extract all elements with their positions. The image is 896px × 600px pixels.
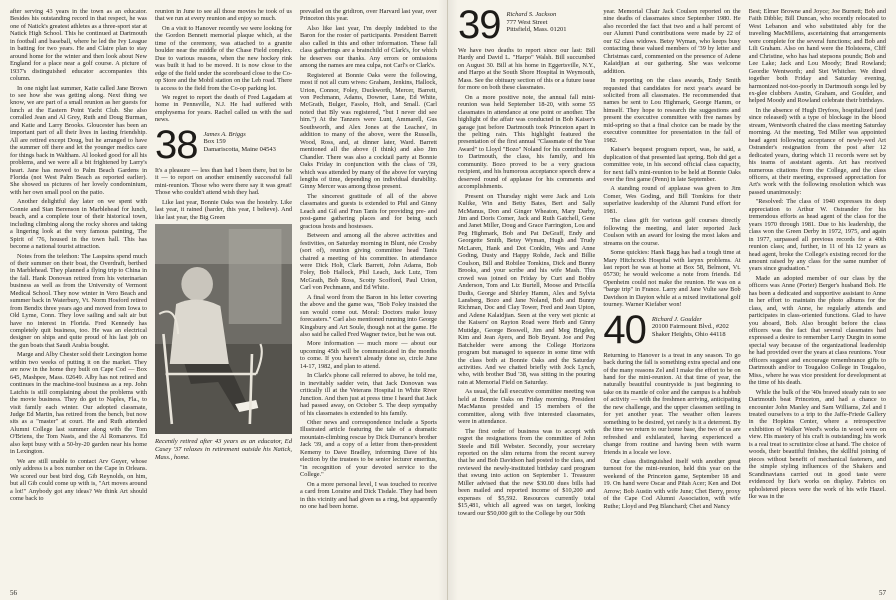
secretary-name: Richard J. Goulder bbox=[651, 315, 702, 323]
article-paragraph: We regret to report the death of Fred Lagadam at home in Pennsville, N.J. He had suffered with emphysema for years. Rachel called us with the sad news. bbox=[155, 93, 292, 124]
article-paragraph: Returning to Hanover is a treat in any season. To go back during the fall is something extra special and one of the many reasons Zel and I make the effort to be on hand for the mini-reunion. At that time of year, the naturally beautiful countryside is just beginning to take on its mantle of color and the campus is a hubbub of activity — with the freshmen arriving, anticipating the new challenge, and the upper classmen settling in for yet another year. The weather often leaves something to be desired, yet rarely is it a deterrent. By the time we return to our home base, the two of us are refreshed and exhilarated, having experienced a change from routine and having been with warm friends in a locale we love. bbox=[603, 351, 741, 456]
secretary-address-line: Damariscotta, Maine 04543 bbox=[203, 145, 276, 153]
article-paragraph: Our class distinguished itself with another great turnout for the mini-reunion, held this year on the weekend of the Princeton game, September 18 and 19. On hand were Oscar and Pitah Acer; Ken and Dot Arrow; Bob Austin with wife June; Chet Berry, proxy of the Cape Cod Alumni Association, with wife Ruthe; Lloyd and Peg Blanchard; Chet and Nancy bbox=[603, 458, 741, 510]
article-paragraph: Some quickies: Hank Bagg has had a tough time at Mary Hitchcock Hospital with larynx problems. At last report he was at home at Box 58, Belmont, Vt. 05730; he would welcome a note from friends. Ed Openheim could not make the reunion. He was on a "barge trip" in France. Larry and Jane Vulte saw Bob Davidson in Dayton while at a mixed invitational golf tourney. Warner Kiefaber won! bbox=[603, 249, 741, 309]
article-paragraph: It's a pleasure — less than had I been there, but to be it — to report on another eminently successful fall mini-reunion. Those who were there say it was great! Those who couldn't attend wish they had. bbox=[155, 166, 292, 197]
article-paragraph: Best; Elmer Browne and Joyce; Joe Burnett; Bob and Faith Dibble; Bill Duncan, who recently relocated to West Lebanon and who substituted ably for the traveling MacMillens, ascertaining that arrangements were complete for the several functions; and Bob and Lili Graham. Also on hand were the Holsteens, Cliff and Christine, who has had stepsons pounds; Bob and Lee Lake; Jack and Lou Moody; Brad Rowland; Geordie Wentworth; and Stet Whitcher. We dined together both Friday and Saturday evening, harmonized not-too-poorly in Dartmouth songs led by ex-glee clubbers Austin, Graham, and Goulder, and helped Moody and Rowland celebrate their birthdays. bbox=[748, 8, 886, 105]
class-40-heading bbox=[603, 307, 740, 352]
page-number: 57 bbox=[879, 589, 886, 597]
photo-man-in-chair bbox=[155, 224, 292, 434]
class-secretary-block bbox=[204, 128, 276, 154]
right-column-2 bbox=[603, 8, 740, 582]
class-38-heading bbox=[155, 122, 292, 167]
class-year-number: 38 bbox=[155, 122, 198, 167]
article-paragraph: prevailed on the gridiron, over Harvard last year, over Princeton this year. bbox=[300, 8, 437, 23]
article-paragraph: Like last year, Bonnie Oaks was the hostelry. Like last year, it rained (harder, this year, I believe). And like last year, the Big Green bbox=[155, 198, 292, 221]
article-paragraph: In Clark's phone call referred to above, he told me, in inevitably sadder vein, that Jack Donovan was critically ill at the Veterans Hospital in White River Junction. And then just at press time I heard that Jack had passed away, on October 5. The deep sympathy of his classmates is extended to his family. bbox=[300, 372, 437, 417]
photo-caption: Recently retired after 43 years as an educator, Ed Casey '37 relaxes in retirement outside his Natick, Mass., home. bbox=[155, 437, 292, 461]
secretary-name: Richard S. Jackson bbox=[506, 11, 557, 18]
article-paragraph: Marge and Alby Chester sold their Lexington home within two weeks of putting it on the market. They are now in the home they built on Cape Cod — Box 645, Mashpee, Mass. 02649. Alby has not retired and continues in the machine-tool business as a rep. John Latchis is still complaining about the problems with the movie business. They do get to Naples, Fla., to visit family each winter. Our adopted classmate, Judge Ed Martin, has retired from the bench, but now sits as a "master" at court. He and Ruth attended Alumni College last summer along with the Tom O'Briens, the Tom Nasts, and the Al Romanovs. Ed also kept busy with a 50-by-20 garden near his home in Lexington. bbox=[10, 351, 147, 456]
secretary-name: James A. Briggs bbox=[203, 130, 246, 138]
article-paragraph: Made an adopted member of our class by the officers was Anne (Porter) Berger's husband Bob. He has been a dedicated and supportive assistant to Anne in her effort to maintain the photo albums for the class, and, with Anne, he regularly attends and participates in class-oriented functions. Glad to have you aboard, Bob. Also brought before the class officers was the fact that several classmates had expressed a desire to remember Larry Durgin in some special way because of the organizational leadership he had provided over the years at class reunions. Your officers suggest and encourage remembrance gifts to Dartmouth and/or to Tougaloo College in Tougaloo, Miss., where he was vice president for development at the time of his death. bbox=[748, 274, 886, 387]
article-paragraph: In the absence of Hugh Dryfoos, hospitalized (and since released) with a type of blockage in the blood stream, Wentworth chaired the class meeting Saturday morning. At the meeting, Ted Miller was appointed head agent following acceptance of newly-wed Art Ostrander's resignation from the post after 12 dedicated years, during which 11 records were set by his teams of assistant agents. Art has received numerous citations from the College, and the class officers, at their meeting, expressed appreciation for Art's work with the following resolution which was passed unanimously: bbox=[748, 106, 886, 196]
article-paragraph: Between and among all the above activities and festivities, on Saturday morning in Blunt, née Crosby (sort of), reunion giving committee head Tanis chaired a meeting of his committee. In attendance were Dick Holt, Clark Barrett, John Adams, Bob Foley, Bob Hallock, Phil Leach, Jack Lutz, Tom McGrath, Bob Ross, Scotty Scofford, Paul Urion, Carl von Pechmann, and Ed White. bbox=[300, 232, 437, 292]
article-paragraph: In one night last summer, Katie called Jane Brown to see how she was getting along. Next thing we know, we are part of a small reunion as her guests for lunch at the Eastern Point Yacht Club. She also corralled Jean and Al Grey, Ruth and Doug Burman, and Katie and Larry Brooks. Gloucester has been an important part of all their lives in lasting friendship. All are retired except Doug, but he arranged to have the summer off there and let the younger medics care for things back in Waltham. Al looked good for all his problems, and we were all a bit frightened by Larry's heart. Jane has moved to Palm Beach Gardens in Florida (not West Palm Beach as reported earlier). She showed us pictures of her lovely condominium, with her own small pool on the patio. bbox=[10, 84, 147, 196]
article-paragraph: "Resolved: The class of 1940 expresses its deep appreciation to Arthur W. Ostrander for his tremendous efforts as head agent of the class for the years 1970 through 1981. Due to his leadership, the class won the Green Derby in 1972, 1975, and again in 1977, surpassed all previous records for a 40th reunion class; and, further, in 11 of his 12 years as head agent, broke the College's existing record for the amount raised by any class for the same number of years since graduation." bbox=[748, 198, 886, 273]
article-paragraph: More information — much more — about our upcoming 45th will be communicated in the months to come. If you haven't already done so, circle June 14-17, 1982, and plan to attend. bbox=[300, 340, 437, 370]
article-paragraph: Also like last year, I'm deeply indebted to the Baron for the roster of participants. President Barrett also called in this and other information. These fall class gatherings are a brainchild of Clark's, for which he deserves our thanks. Any errors or omissions among the names are mea culpa, not Carl's or Clark's. bbox=[300, 24, 437, 70]
article-paragraph: On a more positive note, the annual fall mini-reunion was held September 18-20, with some 55 classmates in attendance at one point or another. The highlight of the affair was conducted in Bob Kaiser's garage just before Dartmouth took Princeton apart in the pelting rain. This highlight featured the presentation of the first annual "Classmate of the Year Award" to Lloyd "Bozo" Noland for his contributions to Dartmouth, the class, his family, and his community. Bozo proved to be a very gracious recipient, and his humorous acceptance speech drew a deserved round of applause for his comments and accomplishments. bbox=[458, 93, 596, 191]
article-paragraph: reunion in June to see all those movies he took of us that we run at every reunion and enjoy so much. bbox=[155, 8, 292, 23]
article-paragraph: In reporting on the class awards, Endy Smith requested that candidates for next year's award be solicited from all classmates. He recommended that names be sent to Lou Highmark, George Hamm, or himself. They hope to research the suggestions and present the executive committee with five names by mid-spring so that a final choice can be made by the executive committee for presentation in the fall of 1982. bbox=[603, 77, 741, 144]
secretary-address-line: Box 159 bbox=[203, 138, 226, 146]
article-paragraph: We are still unable to contact Arv Guyer, whose only address is a box number on the Cape in Orleans. We scored our best bird dog, Gib Reynolds, on him, but all Gib could come up with is, "Art moves around a lot!" Anybody got any ideas? We think Art should come back to bbox=[10, 457, 147, 502]
class-secretary-block bbox=[652, 313, 729, 339]
article-paragraph: Present on Thursday night were Jack and Lois Kulike, Win and Betty Bates, Bert and Sally McManus, Don and Ginger Wheaton, Mary Darby, Jim and Doris Comer, Jack and Ruth Gatchell, Gene and Janet Miller, Doug and Grace Farrington, Lou and Peg Highmark, Bob and Pat DeGraff, Endy and Georgette Smith, Betsy Wyman, Hugh and Trudy McLaren, Hank and Dot Conklin, Wes and Anne Goding, Dusty and Happy Rohde, Jack and Billie Coulson, Bill and Robilee Tomkins, Dick and Bunny Brooks, and your scribe and his wife Mash. This crowd was joined on Friday by Curt and Bobby Anderson, Tom and Liz Burtell, Moose and Priscilla Dudis, George and Shirley Hamm, Alex and Sylvia Lansberg, Bozo and Jane Noland, Bob and Bunny Richman, Doc and Clay Tower, Fred and Jean Upton, and Adene Kalaidjian. Seen at the very wet picnic at the Kaisers' on Rayton Road were Herb and Ginny Mutidge, George Boswell, Jim and Meg Brigden, Kim and Jean Ayers, and Bob Bryant. Joe and Peg Batchelder were among the College Horizons program but managed to squeeze in some time with the class both at Bonnie Oaks and the Saturday activities. And we chatted briefly with Jock Lynch, who, with brother Bud '38, was sitting in the pouring rain at Memorial Field on Saturday. bbox=[458, 192, 596, 386]
left-column-1 bbox=[10, 8, 147, 582]
article-paragraph: On a visit to Hanover recently we were looking for the Gordon Bennett memorial plaque which, at the time of the ceremony, was attached to a granite boulder near the middle of the Chase Field complex. Due to various reasons, when the new hockey rink was built it had to be moved. It is now close to the edge of the field under the scoreboard close to the Co-op Store and the Mobil station on the Leb road. There is access to the field from the Co-op parking lot. bbox=[155, 24, 292, 92]
right-column-1 bbox=[458, 8, 595, 582]
article-paragraph: Notes from the telethon: The Laspsins spend much of their summer on their boat, the Overdraft, berthed in Marblehead. They planned a flying trip to China in the fall. Hank Donovan retired from his veterinarian business as well as from the University of Vermont Medical School. They now winter in Vero Beach and summer back in Waterbury, Vt. Norm Hosford retired from Bendix three years ago and moved from Iowa to Old Lyme, Conn. They love sailing and salt air but have no interest in Florida. Fred Kennedy has completely quit business, too. He was an electrical designer on ships and quite proud of his last job on the gun boats that Saudi Arabia bought. bbox=[10, 252, 147, 349]
class-39-heading bbox=[458, 8, 595, 47]
article-paragraph: While the bulk of the '40s braved steady rain to see Dartmouth beat Princeton, and had a chance to encounter John Manley and Sam Williams, Zel and I treated ourselves to a trip to the Jaffe-Friede Gallery in the Hopkins Center, where a retrospective exhibition of Walker Weed's works in wood were on view. His mastery of his craft is outstanding; his work is a real treat to scrutinize close at hand. The choice of woods, their beautiful finishes, the skillful joining of pieces without benefit of mechanical fasteners, and the simple styling influences of the Shakers and Scandinavians carried out in good taste were evidenced by Ike's works on display. Fabrics on upholstered pieces were the work of his wife Hazel. Ike was in the bbox=[748, 388, 886, 500]
article-paragraph: Other news and correspondence include a Sports Illustrated article featuring the tale of a dramatic mountain-climbing rescue by Dick Durrance's brother Jack '39, and a copy of a letter from then-president Kemeny to Dave Bradley, informing Dave of his election by the trustees to be senior lecturer emeritus, "in recognition of your devoted service to the College." bbox=[300, 419, 437, 479]
article-paragraph: The sincerest gratitude of all of the above classmates and guests is extended to Phil and Ginny Leach and Gil and Fran Tanis for providing pre- and post-game gathering places and for being such gracious hosts and hostesses. bbox=[300, 192, 437, 230]
page-number: 56 bbox=[10, 589, 17, 597]
article-paragraph: Registered at Bonnie Oaks were the following, most if not all cum wives: Graham, Jenkins, Hallock, Urion, Connor, Foley, Duckworth, Mercer, Barrett, von Pechmann, Adams, Downer, Lane, Ed White, McGrath, Bulger, Fasolo, Holt, and Small. (Carl noted that Bly was registered, "but I never did see him.") At the Tanzers were Lunt, Ammarell, Gus Southworth, and Alex Jones at the Leaches', in addition to many of the above, were the Russells, Wood, Ross, and, at dinner later, Ward. Barrett mentioned all the above (I think) and also Jim Chandler. There was also a cocktail party at Bonnie Oaks Friday in conjunction with the class of '39, which was attended by many of the above for varying lengths of time, depending on individual durability. Ginny Mercer was among those present. bbox=[300, 71, 437, 191]
right-page bbox=[448, 0, 896, 600]
secretary-address-line: 777 West Street bbox=[506, 18, 548, 26]
secretary-address-line: Shaker Heights, Ohio 44118 bbox=[651, 330, 726, 338]
class-year-number: 39 bbox=[458, 8, 501, 47]
article-paragraph: The class gift for various golf courses directly following the meeting, and later reported Jack Coulson with an award for losing the most lakes and streams on the course. bbox=[603, 217, 741, 247]
photo-illustration bbox=[155, 224, 292, 434]
article-paragraph: On a more personal level, I was touched to receive a card from Loraine and Dick Tisdale. They had been in this vicinity and had given us a ring, but apparently no one had been home. bbox=[300, 480, 437, 510]
article-paragraph: We have two deaths to report since our last: Bill Hardy and David L. "Harpo" Walsh. Bill succumbed on August 30. Bill at his home in Eggertsville, N.Y., and Harpo at the South Shore Hospital in Weymouth, Mass. See the obituary section of this or a future issue for more on both these classmates. bbox=[458, 47, 596, 92]
secretary-address-line: 20100 Fairmount Blvd., #202 bbox=[651, 323, 729, 331]
secretary-address-line: Pittsfield, Mass. 01201 bbox=[506, 26, 567, 34]
article-paragraph: A standing round of applause was given to Jim Comer, Wes Goding, and Bill Tomkins for their superlative leadership of the Alumni Fund effort for 1981. bbox=[603, 185, 741, 215]
article-paragraph: Kaiser's bequest program report, was, he said, a duplication of that presented last spring. Bob did get a committee vote, in his second official class capacity, for next fall's mini-reunion to be held at Bonnie Oaks over the first game (Penn) in late September. bbox=[603, 146, 741, 183]
article-paragraph: A final word from the Baron in his letter covering the above and the game was, "Bob Foley insisted the sun would come out. Moral: Doctors make lousy forecasters." Carl also mentioned running into George Kingsbury and Art Soule, though not at the game. He also said he called Fred Wagner twice, but he was out. bbox=[300, 293, 437, 339]
article-paragraph: year. Memorial Chair Jack Coulson reported on the nine deaths of classmates since September 1980. He also recorded the fact that two and a half percent of our Alumni Fund contributions were made by 22 of our 62 class widows. Betsy Wyman, who keeps busy contacting these valued members of '39 by letter and Christmas card, commented on the presence of Adene Kalaidjian at our gathering. She was welcome addition. bbox=[603, 8, 741, 75]
article-paragraph: after serving 43 years in the town as an educator. Besides his outstanding record in that respect, he was one of Natick's greatest athletes as a three-sport star at Natick High School. This he continued at Dartmouth in football and baseball, where he led the Ivy League in batting for two years. He and Claire plan to stay around home for the winter and then look about New England for a place near a golf course. A picture of 1937's distinguished educator accompanies this column. bbox=[10, 8, 147, 83]
left-column-3 bbox=[300, 8, 437, 582]
article-paragraph: The first order of business was to accept with regret the resignations from the committee of John Steele and Bill Webster. Secondly, your secretary reported on the slim returns from the recent survey that he and Bob Davidson had posted to the class, and reviewed the newly-instituted birthday card program that swung into action on September 1. Treasurer Miller advised that the new $30.00 dues bills had been mailed and reported income of $10,200 and expenses of $5,592. Resources currently total $15,481, which all agreed was on target, looking toward our $50,000 gift to the College by our 50th bbox=[458, 427, 596, 517]
article-paragraph: As usual, the fall executive committee meeting was held at Bonnie Oaks on Friday morning. President MacManus presided and 15 members of the committee, along with five interested classmates, were in attendance. bbox=[458, 388, 596, 426]
class-secretary-block bbox=[507, 8, 567, 34]
class-year-number: 40 bbox=[603, 307, 646, 352]
article-paragraph: Another delightful day later on we spent with Connie and Stan Berenson in Marblehead for lunch, beach, and a complete tour of their historical town, including climbing along the rocky shores and taking a lingering look at the very famous painting, The Spirit of '76, housed in the town hall. This has become a national tourist attraction. bbox=[10, 198, 147, 251]
left-column-2 bbox=[155, 8, 292, 582]
right-column-3 bbox=[749, 8, 886, 582]
